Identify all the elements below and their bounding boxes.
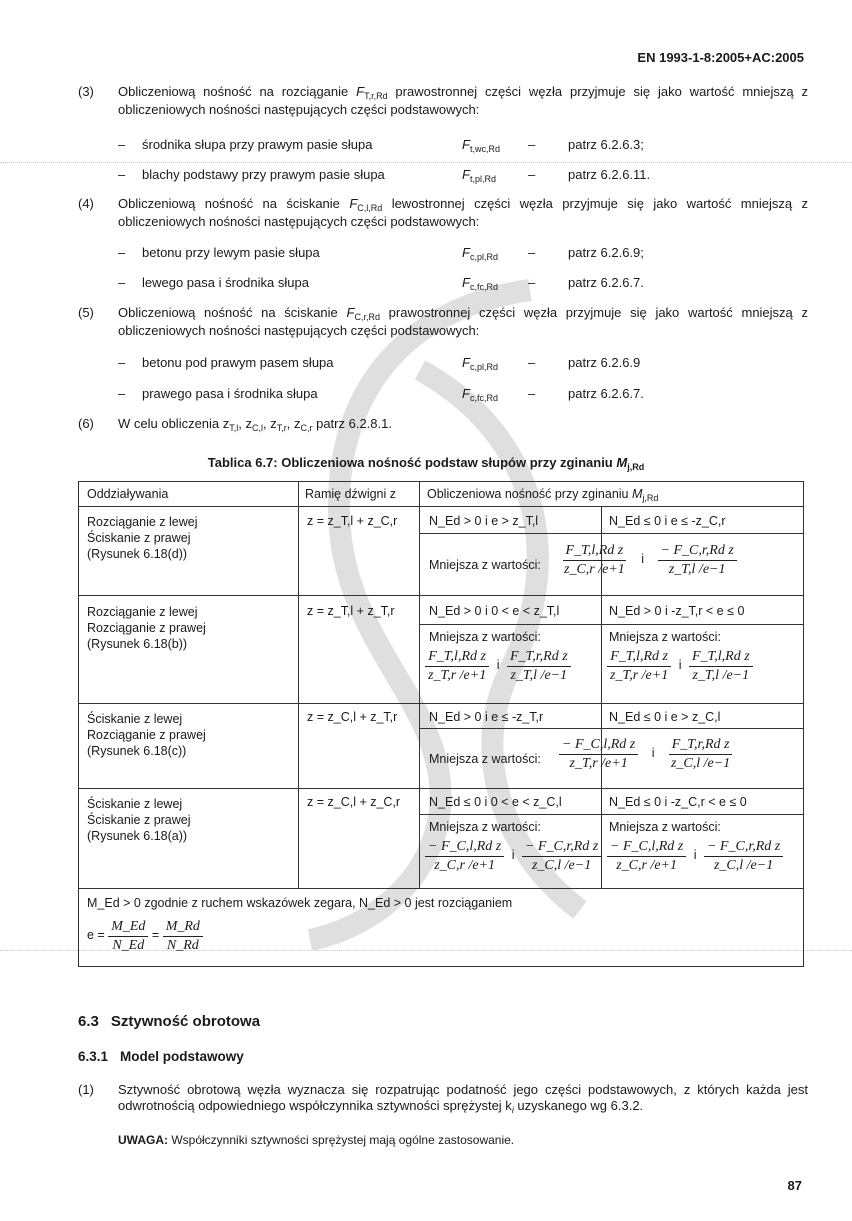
symbol: F (356, 84, 365, 99)
paragraph-6: W celu obliczenia $z_{T,l}$, $z_{C,l}$, $z_{T,r}$, $z_{C,r}$ patrz 6.2.8.1. (118, 416, 392, 433)
col-header-resistance: Obliczeniowa nośność przy zginaniu $M_{j,Rd}$ (427, 487, 659, 503)
col-header-lever-arm: Ramię dźwigni z (305, 487, 397, 501)
table-footnote: M_Ed > 0 zgodnie z ruchem wskazówek zegara, N_Ed > 0 jest rozciąganiem (87, 896, 513, 910)
paragraph-3 (118, 84, 808, 119)
table-row-actions: Ściskanie z lewej Ściskanie z prawej (Rysunek 6.18(a)) (87, 797, 191, 843)
para-text: prawostronnej części węzła przyjmuje się jako wartość mniejszą z obliczeniowych nośności następujących części podstawowych: (118, 305, 808, 339)
reference: patrz 6.2.6.9; (568, 245, 644, 260)
formula: $\frac{\text{F\_T,l,Rd z}}{z\_T,r /e+1}$ i $\frac{\text{F\_T,l,Rd z}}{z\_T,l /e-1}$ (607, 648, 753, 684)
item-text: prawego pasa i środnika słupa (142, 386, 318, 401)
table-rule (79, 595, 803, 596)
symbol: F (346, 305, 355, 320)
dash: – (528, 386, 536, 401)
symbol: $F_{t,wc,Rd}$ (462, 137, 500, 154)
table-rule (419, 728, 803, 729)
table-rule (79, 506, 803, 507)
condition: N_Ed ≤ 0 i e > z_C,l (609, 710, 721, 724)
lever-arm: z = z_C,l + z_T,r (307, 710, 398, 724)
formula: $\frac{\text{− F\_C,l,Rd z}}{z\_C,r /e+1}$ i $\frac{\text{− F\_C,r,Rd z}}{z\_C,l /e-1}$ (425, 838, 601, 874)
min-label: Mniejsza z wartości: (429, 630, 541, 644)
table-rule (79, 888, 803, 889)
item-text: blachy podstawy przy prawym pasie słupa (142, 167, 385, 182)
section-heading: 6.3 Sztywność obrotowa (78, 1013, 261, 1030)
dash: – (118, 245, 126, 260)
table-rule (79, 703, 803, 704)
eccentricity-formula: e = $\frac{M\_Ed}{N\_Ed}$ = $\frac{M\_Rd}{N\_Rd}$ (87, 918, 203, 954)
table-rule (419, 482, 420, 888)
dash: – (118, 137, 126, 152)
reference: patrz 6.2.6.7. (568, 386, 644, 401)
reference: patrz 6.2.6.9 (568, 355, 641, 370)
para-number: (3) (78, 84, 94, 99)
lever-arm: z = z_C,l + z_C,r (307, 795, 401, 809)
table-rule (298, 482, 299, 888)
item-text: środnika słupa przy prawym pasie słupa (142, 137, 373, 152)
subsection-heading: 6.3.1 Model podstawowy (78, 1049, 244, 1064)
paragraph-4 (118, 196, 808, 231)
table-row-actions: Ściskanie z lewej Rozciąganie z prawej (Rysunek 6.18(c)) (87, 712, 206, 758)
para-text: lewostronnej części węzła przyjmuje się jako wartość mniejszą z obliczeniowych nośności następujących części podstawowych: (118, 196, 808, 230)
reference: patrz 6.2.6.7. (568, 275, 644, 290)
para-number: (1) (78, 1082, 94, 1097)
standard-code: EN 1993-1-8:2005+AC:2005 (637, 50, 804, 65)
lever-arm: z = z_T,l + z_T,r (307, 604, 395, 618)
condition: N_Ed ≤ 0 i e ≤ -z_C,r (609, 514, 726, 528)
reference: patrz 6.2.6.3; (568, 137, 644, 152)
para-number: (4) (78, 196, 94, 211)
dash: – (528, 137, 536, 152)
min-label: Mniejsza z wartości: (609, 820, 721, 834)
para-text: Obliczeniową nośność na ściskanie (118, 196, 350, 211)
symbol: $F_{c,pl,Rd}$ (462, 245, 498, 262)
symbol: $F_{c,fc,Rd}$ (462, 275, 498, 292)
min-label: Mniejsza z wartości: (429, 752, 541, 766)
min-label: Mniejsza z wartości: (609, 630, 721, 644)
formula: $\frac{\text{− F\_C,l,Rd z}}{z\_C,r /e+1}$ i $\frac{\text{− F\_C,r,Rd z}}{z\_C,l /e-1}$ (607, 838, 783, 874)
dash: – (118, 355, 126, 370)
paragraph-5 (118, 305, 808, 340)
scan-edge-line (0, 162, 852, 163)
table-rule (419, 624, 803, 625)
symbol-sub: C,l,Rd (357, 203, 383, 213)
condition: N_Ed > 0 i e ≤ -z_T,r (429, 710, 544, 724)
dash: – (528, 275, 536, 290)
table-rule (419, 814, 803, 815)
page-number: 87 (787, 1178, 802, 1193)
dash: – (528, 355, 536, 370)
para-text: Obliczeniową nośność na rozciąganie (118, 84, 357, 99)
reference: patrz 6.2.6.11. (568, 167, 651, 182)
para-text: prawostronnej części węzła przyjmuje się jako wartość mniejszą z obliczeniowych nośności następujących części podstawowych: (118, 84, 808, 118)
para-text: Obliczeniową nośność na ściskanie (118, 305, 347, 320)
symbol: F (349, 196, 358, 211)
table-rule (79, 788, 803, 789)
table-6-7 (78, 481, 804, 967)
symbol-sub: C,r,Rd (354, 312, 380, 322)
condition: N_Ed ≤ 0 i -z_C,r < e ≤ 0 (609, 795, 747, 809)
item-text: betonu pod prawym pasem słupa (142, 355, 334, 370)
dash: – (118, 275, 126, 290)
dash: – (528, 245, 536, 260)
min-label: Mniejsza z wartości: (429, 820, 541, 834)
condition: N_Ed ≤ 0 i 0 < e < z_C,l (429, 795, 562, 809)
para-number: (5) (78, 305, 94, 320)
para-number: (6) (78, 416, 94, 431)
formula: $\frac{\text{F\_T,l,Rd z}}{z\_T,r /e+1}$ i $\frac{\text{F\_T,r,Rd z}}{z\_T,l /e-1}$ (425, 648, 571, 684)
condition: N_Ed > 0 i e > z_T,l (429, 514, 539, 528)
symbol: $F_{t,pl,Rd}$ (462, 167, 496, 184)
dash: – (118, 386, 126, 401)
paragraph-1: Sztywność obrotową węzła wyznacza się rozpatrując podatność jego części podstawowych, z których każda jest odwrotnością odpowiedniego współczynnika sztywności sprężystej $k_i$ uzyskanego wg 6.3.2. (118, 1082, 808, 1116)
table-row-actions: Rozciąganie z lewej Ściskanie z prawej (Rysunek 6.18(d)) (87, 515, 198, 561)
table-row-actions: Rozciąganie z lewej Rozciąganie z prawej (Rysunek 6.18(b)) (87, 605, 206, 651)
table-caption: Tablica 6.7: Obliczeniowa nośność podstaw słupów przy zginaniu $M_{j,Rd}$ (207, 455, 645, 472)
lever-arm: z = z_T,l + z_C,r (307, 514, 398, 528)
symbol: $F_{c,pl,Rd}$ (462, 355, 498, 372)
symbol: $F_{c,fc,Rd}$ (462, 386, 498, 403)
dash: – (118, 167, 126, 182)
item-text: betonu przy lewym pasie słupa (142, 245, 320, 260)
condition: N_Ed > 0 i 0 < e < z_T,l (429, 604, 560, 618)
note: UWAGA: Współczynniki sztywności sprężystej mają ogólne zastosowanie. (118, 1133, 515, 1147)
min-label: Mniejsza z wartości: (429, 558, 541, 572)
formula: $\frac{\text{F\_T,l,Rd z}}{z\_C,r /e+1}$ i $\frac{\text{− F\_C,r,Rd z}}{z\_T,l /e-1}$ (561, 542, 737, 578)
dash: – (528, 167, 536, 182)
col-header-actions: Oddziaływania (87, 487, 169, 501)
item-text: lewego pasa i środnika słupa (142, 275, 309, 290)
condition: N_Ed > 0 i -z_T,r < e ≤ 0 (609, 604, 745, 618)
symbol-sub: T,r,Rd (364, 91, 388, 101)
formula: $\frac{\text{− F\_C,l,Rd z}}{z\_T,r /e+1}$ i $\frac{\text{F\_T,r,Rd z}}{z\_C,l /e-1}$ (559, 736, 733, 772)
table-rule (419, 533, 803, 534)
